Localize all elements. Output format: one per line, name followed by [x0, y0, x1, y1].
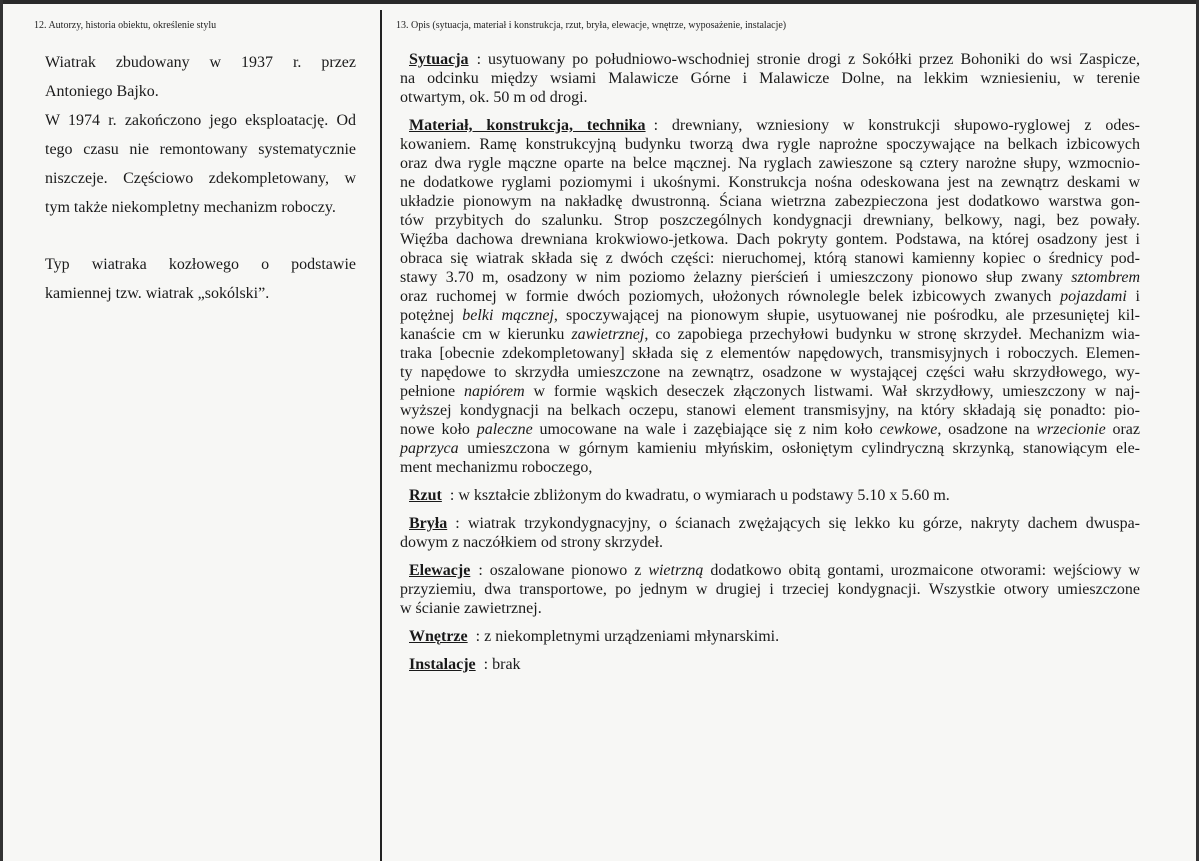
- text-line: [400, 88, 1140, 107]
- section-elewacje: [400, 561, 1140, 618]
- text-line: [400, 287, 1140, 306]
- text-run: kowaniem. Ramę konstrukcyjną budynku tworzą dwa rygle naprożne spoczywające na belkach izbicowych: [400, 136, 1140, 153]
- text-line: Typ wiatraka kozłowego o podstawie: [45, 256, 356, 273]
- text-run: obraca się wiatrak składa się z dwóch części: nieruchomej, którą stanowi kamienny kopiec o średnicy pod-: [400, 250, 1140, 267]
- text-run: brak: [492, 656, 521, 673]
- text-line: Materiał, konstrukcja, technika : drewniany, wzniesiony w konstrukcji słupowo-ryglowej z odes-: [409, 117, 1141, 134]
- text-run: stawy 3.70 m, osadzony w nim poziomo żelazny pierścień i umieszczony pionowo słup zwany: [400, 269, 1072, 286]
- text-line: [400, 249, 1140, 268]
- text-run: oraz dwa rygle mączne oparte na belce mącznej. Na ryglach zawieszone są cztery narożne słupy, wzmocnio-: [400, 155, 1140, 172]
- text-run: dowym z naczółkiem od strony skrzydeł.: [400, 534, 664, 551]
- section-label: Materiał, konstrukcja, technika: [409, 117, 646, 134]
- text-run: Więźba dachowa drewniana krokwiowo-jetkowa. Dach pokryty gontem. Podstawa, na której osadzony jest i: [400, 231, 1140, 248]
- section-label: Wnętrze: [409, 628, 468, 645]
- text-run: układzie pionowym na nakładkę dwustronną. Ściana wietrzna zabezpieczona jest dodatkowo warstwa gon-: [400, 193, 1140, 210]
- text-line: niszczeje. Częściowo zdekompletowany, w: [45, 170, 356, 187]
- column-divider: [380, 10, 382, 861]
- text-run: otwartym, ok. 50 m od drogi.: [400, 89, 588, 106]
- text-line: [400, 230, 1140, 249]
- text-line: Antoniego Bajko.: [45, 83, 159, 100]
- section-brya: [400, 514, 1140, 552]
- text-run: , co zapobiega przechyłowi budynku w stronę skrzydeł. Mechanizm wia-: [644, 326, 1141, 343]
- text-line: Wnętrze : z niekompletnymi urządzeniami młynarskimi.: [409, 628, 780, 645]
- section-sytuacja: [400, 50, 1140, 107]
- paragraph-gap: [45, 224, 356, 252]
- text-run: oraz: [1105, 421, 1140, 438]
- text-line: [400, 69, 1140, 88]
- text-run: traka [obecnie zdekompletowany] składa się z elementów napędowych, transmisyjnych i roboczych. Elemen-: [400, 345, 1140, 362]
- history-paragraph: [45, 50, 356, 108]
- text-line: Instalacje : brak: [409, 656, 521, 673]
- italic-term: napiórem: [463, 383, 525, 400]
- text-line: [400, 154, 1140, 173]
- text-line: [400, 363, 1140, 382]
- text-line: [400, 211, 1140, 230]
- text-run: z niekompletnymi urządzeniami młynarskimi.: [484, 628, 780, 645]
- text-run: drewniany, wzniesiony w konstrukcji słupowo-ryglowej z odes-: [671, 117, 1141, 134]
- text-line: [400, 599, 1140, 618]
- text-run: na odcinku między wsiami Malawicze Górne i Malawicze Dolne, na lekkim wzniesieniu, w terenie: [400, 70, 1140, 87]
- text-line: [400, 173, 1140, 192]
- italic-term: belki mącznej: [462, 307, 554, 324]
- text-run: ne dodatkowe ryglami poziomymi i ukośnymi. Konstrukcja nośna odeskowana jest na zewnątrz deskami w: [400, 174, 1140, 191]
- section-instalacje: [400, 655, 1140, 674]
- text-run: oraz ruchomej w formie dwóch poziomych, ułożonych równolegle belek izbicowych zwanych: [400, 288, 1061, 305]
- text-run: ment mechanizmu roboczego,: [400, 459, 593, 476]
- text-line: [400, 268, 1140, 287]
- italic-term: wietrzną: [648, 562, 704, 579]
- text-line: tym także niekompletny mechanizm roboczy.: [45, 199, 336, 216]
- text-run: usytuowany po południowo-wschodniej stronie drogi z Sokółki przez Bohoniki do wsi Zaspicze,: [487, 51, 1140, 68]
- text-line: [400, 458, 1140, 477]
- right-column-header: 13. Opis (sytuacja, materiał i konstrukcja, rzut, bryła, elewacje, wnętrze, wyposażenie, instalacje): [396, 20, 787, 31]
- text-run: , spoczywającej na pionowym słupie, usytuowanej nie pośrodku, ale przesuniętej kil-: [553, 307, 1141, 324]
- text-run: pełnione: [400, 383, 464, 400]
- text-run: umocowane na wale i zazębiające się z nim koło: [532, 421, 880, 438]
- section-rzut: [400, 486, 1140, 505]
- text-line: [400, 420, 1140, 439]
- text-run: kanaście cm w kierunku: [400, 326, 572, 343]
- text-run: , osadzone na: [937, 421, 1037, 438]
- text-line: kamiennej tzw. wiatrak „sokólski”.: [45, 285, 270, 302]
- text-line: [400, 325, 1140, 344]
- section-label: Elewacje: [409, 562, 471, 579]
- scan-edge-top: [0, 0, 1199, 4]
- text-line: Wiatrak zbudowany w 1937 r. przez: [45, 54, 356, 71]
- section-label: Rzut: [409, 487, 442, 504]
- section-label: Bryła: [409, 515, 448, 532]
- left-column-header: 12. Autorzy, historia obiektu, określenie stylu: [34, 20, 217, 31]
- history-column: [45, 50, 356, 310]
- text-line: [400, 382, 1140, 401]
- text-run: tów przybitych do szalunku. Strop poszczególnych kondygnacji drewniany, belkowy, nagi, bez powały.: [400, 212, 1140, 229]
- italic-term: cewkowe: [879, 421, 938, 438]
- text-run: dodatkowo obitą gontami, urozmaicone otworami: wejściowy w: [703, 562, 1141, 579]
- section-label: Sytuacja: [409, 51, 469, 68]
- text-line: [400, 580, 1140, 599]
- text-run: wyższej kondygnacji na belkach oczepu, stanowi element transmisyjny, na który składają się ponadto: pio-: [400, 402, 1140, 419]
- text-run: nowe koło: [400, 421, 477, 438]
- text-line: [400, 401, 1140, 420]
- text-line: [400, 192, 1140, 211]
- italic-term: paleczne: [476, 421, 533, 438]
- italic-term: wrzecionie: [1036, 421, 1106, 438]
- text-run: ty napędowe to skrzydła umieszczone na zewnątrz, osadzone w wystającej części wału skrzydłowego, wy-: [400, 364, 1140, 381]
- section-wnetrze: [400, 627, 1140, 646]
- italic-term: paprzyca: [400, 440, 459, 457]
- text-run: w kształcie zbliżonym do kwadratu, o wymiarach u podstawy 5.10 x 5.60 m.: [458, 487, 950, 504]
- text-line: [400, 533, 1140, 552]
- text-run: oszalowane pionowo z: [489, 562, 649, 579]
- text-line: Elewacje : oszalowane pionowo z wietrzną dodatkowo obitą gontami, urozmaicone otworami: wejściowy w: [409, 562, 1141, 579]
- italic-term: pojazdami: [1060, 288, 1127, 305]
- text-line: [400, 439, 1140, 458]
- text-line: [400, 135, 1140, 154]
- text-run: i: [1126, 288, 1140, 305]
- text-run: w ścianie zawietrznej.: [400, 600, 542, 617]
- section-materia: [400, 116, 1140, 477]
- italic-term: sztombrem: [1071, 269, 1140, 286]
- text-run: potężnej: [400, 307, 463, 324]
- text-line: tego czasu nie remontowany systematycznie: [45, 141, 356, 158]
- text-line: Sytuacja : usytuowany po południowo-wschodniej stronie drogi z Sokółki przez Bohoniki do wsi Zaspicze,: [409, 51, 1140, 68]
- text-line: W 1974 r. zakończono jego eksploatację. Od: [45, 112, 356, 129]
- text-run: przyziemiu, dwa transportowe, po jednym w drugiej i trzeciej kondygnacji. Wszystkie otwory umieszczone: [400, 581, 1140, 598]
- text-line: [400, 344, 1140, 363]
- text-run: umieszczona w górnym kamieniu młyńskim, osłoniętym cylindryczną skrzynką, stanowiącym ele-: [458, 440, 1140, 457]
- history-paragraph: [45, 252, 356, 310]
- text-line: Rzut : w kształcie zbliżonym do kwadratu, o wymiarach u podstawy 5.10 x 5.60 m.: [409, 487, 950, 504]
- text-run: w formie wąskich deseczek złączonych listwami. Wał skrzydłowy, umieszczony w naj-: [524, 383, 1141, 400]
- text-run: wiatrak trzykondygnacyjny, o ścianach zwężających się lekko ku górze, nakryty dachem dwuspa-: [467, 515, 1140, 532]
- history-paragraph: [45, 108, 356, 224]
- scan-edge-left: [0, 0, 3, 861]
- description-column: [400, 50, 1140, 683]
- italic-term: zawietrznej: [571, 326, 645, 343]
- text-line: [400, 306, 1140, 325]
- text-line: Bryła : wiatrak trzykondygnacyjny, o ścianach zwężających się lekko ku górze, nakryty dachem dwuspa-: [409, 515, 1140, 532]
- section-label: Instalacje: [409, 656, 476, 673]
